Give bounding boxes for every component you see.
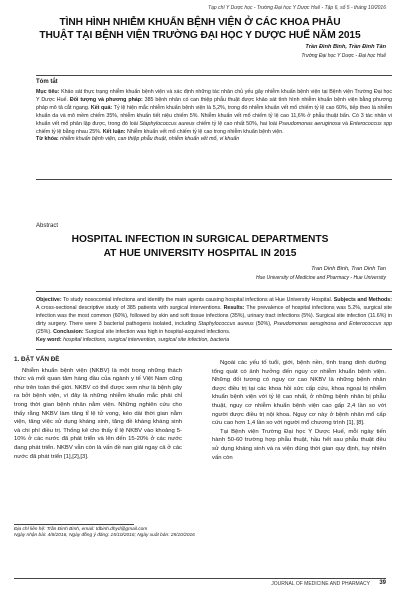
organism-1-vn: Staphylococcus aureus <box>137 120 195 127</box>
keywords-text-vn: nhiễm khuẩn bệnh viện, can thiệp phẫu thuật, nhiễm khuẩn vết mổ, vi khuẩn <box>58 136 240 143</box>
vietnamese-authors: Trần Đình Bình, Trần Đình Tân <box>305 44 386 50</box>
body-paragraph-left-1: Nhiễm khuẩn bệnh viện (NKBV) là một trong những thách thức và mối quan tâm hàng đầu của ngành y tế Việt Nam cũng như trên toàn thế giới. NKBV có thể được xem như là bệnh gây ra bởi bệnh viện, vì đây là những nhiễm khuẩn mắc phải chỉ trong thời gian bệnh nhân nằm viện. Những nghiên cứu cho thấy rằng NKBV làm tăng tỉ lệ tử vong, kéo dài thời gian nằm viện, tăng việc sử dụng kháng sinh, tăng đề kháng kháng sinh và chi phí điều trị. Thống kê cho thấy tỉ lệ NKBV vào khoảng 5-10% ở các nước đã phát triển và lên đến 15-20% ở các nước đang phát triển. NKBV vẫn còn là vấn đề nan giải ngay cả ở các nước đã phát triển [1],[2],[3]. <box>14 367 182 460</box>
english-title-line-1: HOSPITAL INFECTION IN SURGICAL DEPARTMENTS <box>71 234 329 245</box>
footnote <box>14 527 214 540</box>
results-text-vn-2: chiếm tỷ lệ cao nhất 50%, hai loài <box>194 120 278 127</box>
methods-label-vn: Đối tượng và phương pháp: <box>67 96 143 103</box>
organism-3-vn: Enterococcus spp <box>347 120 392 127</box>
conclusion-text-vn: Nhiễm khuẩn vết mổ chiếm tỷ lệ cao trong nhiễm khuẩn bệnh viện. <box>125 128 284 135</box>
objective-label-vn: Mục tiêu: <box>36 89 60 95</box>
results-text-en: The prevalence of hospital infections was 5.2%, surgical site infection was the most common (60%), followed by skin and soft tissue infections (35%), urinary tract infections (5%). Surgical site infection (11.6%) in dirty surgery. There were 3 bacterial pathogens isolated, including <box>36 304 392 327</box>
organism-2-en: Pseudomonas aeruginosa and Enterococcus spp <box>271 320 393 327</box>
body-left-column <box>14 356 182 461</box>
footnote-rule <box>14 524 134 525</box>
methods-text-vn: 385 bệnh nhân có can thiệp phẫu thuật được khảo sát tình hình nhiễm khuẩn bệnh viện bằng phương pháp mô tả cắt ngang. <box>36 96 392 111</box>
results-text-en-2: (50%), <box>253 320 272 327</box>
english-abstract-heading: Abstract <box>36 223 59 229</box>
english-authors: Tran Dinh Binh, Tran Dinh Tan <box>311 266 386 272</box>
results-text-vn: Tỷ lệ hiện mắc nhiễm khuẩn bệnh viện là 5,2%, trong đó nhiễm khuẩn vết mổ chiếm tỷ lệ cao 60%, tiếp theo là nhiễm khuẩn da và mô mềm chiếm 35%, nhiễm khuẩn tiết niệu chiếm 5%. Nhiễm khuẩn vết mổ chiếm tỷ lệ cao 11,6% ở phẫu thuật bẩn. Có 3 tác nhân vi khuẩn vết mổ phân lập được, trong đó loài <box>36 104 392 127</box>
results-text-en-3: (25%). <box>36 328 52 335</box>
footnote-contact: Địa chỉ liên hệ: Trần Đình Bình, email: tdbinh.dhyd@gmail.com <box>14 527 148 532</box>
footnote-dates: Ngày nhận bài: 4/8/2016, Ngày đồng ý đăng: 15/10/2016; Ngày xuất bản: 25/10/2016 <box>14 533 195 539</box>
objective-text-en: To study nosocomial infections and identify the main agents causing hospital infections at Hue University Hospital. <box>61 297 333 303</box>
methods-text-en: A cross-sectional descriptive study of 385 patients with surgical interventions. <box>36 304 222 311</box>
running-header: Tạp chí Y Dược học - Trường Đại học Y Dược Huế - Tập 6, số 5 - tháng 10/2016 <box>208 5 386 11</box>
keywords-label-en: Key word: <box>36 336 62 343</box>
abstract-top-rule <box>36 75 392 76</box>
conclusion-label-vn: Kết luận: <box>101 128 126 135</box>
conclusion-label-en: Conclusion: <box>51 328 84 335</box>
section-heading: 1. ĐẶT VẤN ĐỀ <box>14 356 60 363</box>
objective-text-vn: Khảo sát thực trạng nhiễm khuẩn bệnh viện và xác định những tác nhân chủ yếu gây nhiễm khuẩn bệnh viện tại Bệnh viện Trường Đại học Y Dược Huế. <box>36 89 393 103</box>
objective-label-en: Objective: <box>36 297 62 303</box>
organism-2-vn: Pseudomonas aeruginosa <box>277 120 341 127</box>
english-abstract <box>36 297 392 344</box>
english-abstract-top-rule <box>36 291 392 292</box>
body-right-column <box>212 359 386 462</box>
results-text-vn-3: và <box>340 120 348 127</box>
results-text-vn-4: chiếm tỷ lệ bằng nhau 25%. <box>36 128 102 135</box>
vietnamese-abstract-heading: Tóm tắt <box>36 79 58 85</box>
abstract-bottom-rule <box>36 179 392 180</box>
english-abstract-bottom-rule <box>36 349 392 350</box>
conclusion-text-en: Surgical site infection was high in hospital-acquired infections. <box>83 328 231 335</box>
vietnamese-affiliation: Trường Đại học Y Dược - Đại học Huế <box>301 53 386 59</box>
vietnamese-title <box>14 16 386 42</box>
body-paragraph-right-2: Tại Bệnh viện Trường Đại học Y Dược Huế, mỗi ngày tiến hành 50-60 trường hợp phẫu thuật, hầu hết sau phẫu thuật đều sử dụng kháng sinh và ra viện đúng thời gian quy định, tuy nhiên vấn còn <box>212 428 386 461</box>
vietnamese-title-line-1: TÌNH HÌNH NHIỄM KHUẨN BỆNH VIỆN Ở CÁC KHOA PHẪU <box>59 17 341 28</box>
keywords-text-en: hospital infections, surgical intervention, surgical site infection, bacteria <box>61 336 230 343</box>
body-paragraph-right-1: Ngoài các yếu tố tuổi, giới, bệnh nền, tình trạng dinh dưỡng tổng quát có ảnh hưởng đến nguy cơ nhiễm khuẩn bệnh viện. Những đối tượng có nguy cơ cao NKBV là những bệnh nhân được điều trị tại các khoa hồi sức cấp cứu, khoa ngoại bị nhiễm khuẩn bệnh viện với tỷ lệ cao nhất, ở những bệnh nhân bị phẫu thuật, nguy cơ nhiễm khuẩn bệnh viện cao gấp 2,4 lần so với người được điều trị nội khoa. Nguy cơ này ở bệnh nhân mổ cấp cứu cao hơn 1,4 lần so với người mổ chương trình [1], [8]. <box>212 360 386 427</box>
organism-1-en: Staphylococcus aureus <box>195 320 254 327</box>
footer-rule <box>14 578 386 579</box>
english-affiliation: Hue University of Medicine and Pharmacy - Hue University <box>255 275 386 281</box>
results-label-en: Results: <box>221 304 245 311</box>
results-label-vn: Kết quả: <box>89 104 113 111</box>
vietnamese-title-line-2: THUẬT TẠI BỆNH VIỆN TRƯỜNG ĐẠI HỌC Y DƯỢC HUẾ NĂM 2015 <box>39 30 361 41</box>
methods-label-en: Subjects and Methods: <box>332 297 392 303</box>
vietnamese-abstract <box>36 89 392 144</box>
english-title-line-2: AT HUE UNIVERSITY HOSPITAL IN 2015 <box>103 248 297 259</box>
english-title <box>14 233 386 261</box>
journal-footer: JOURNAL OF MEDICINE AND PHARMACY <box>271 581 370 587</box>
keywords-label-vn: Từ khóa: <box>36 136 59 143</box>
page-number: 39 <box>379 580 386 586</box>
